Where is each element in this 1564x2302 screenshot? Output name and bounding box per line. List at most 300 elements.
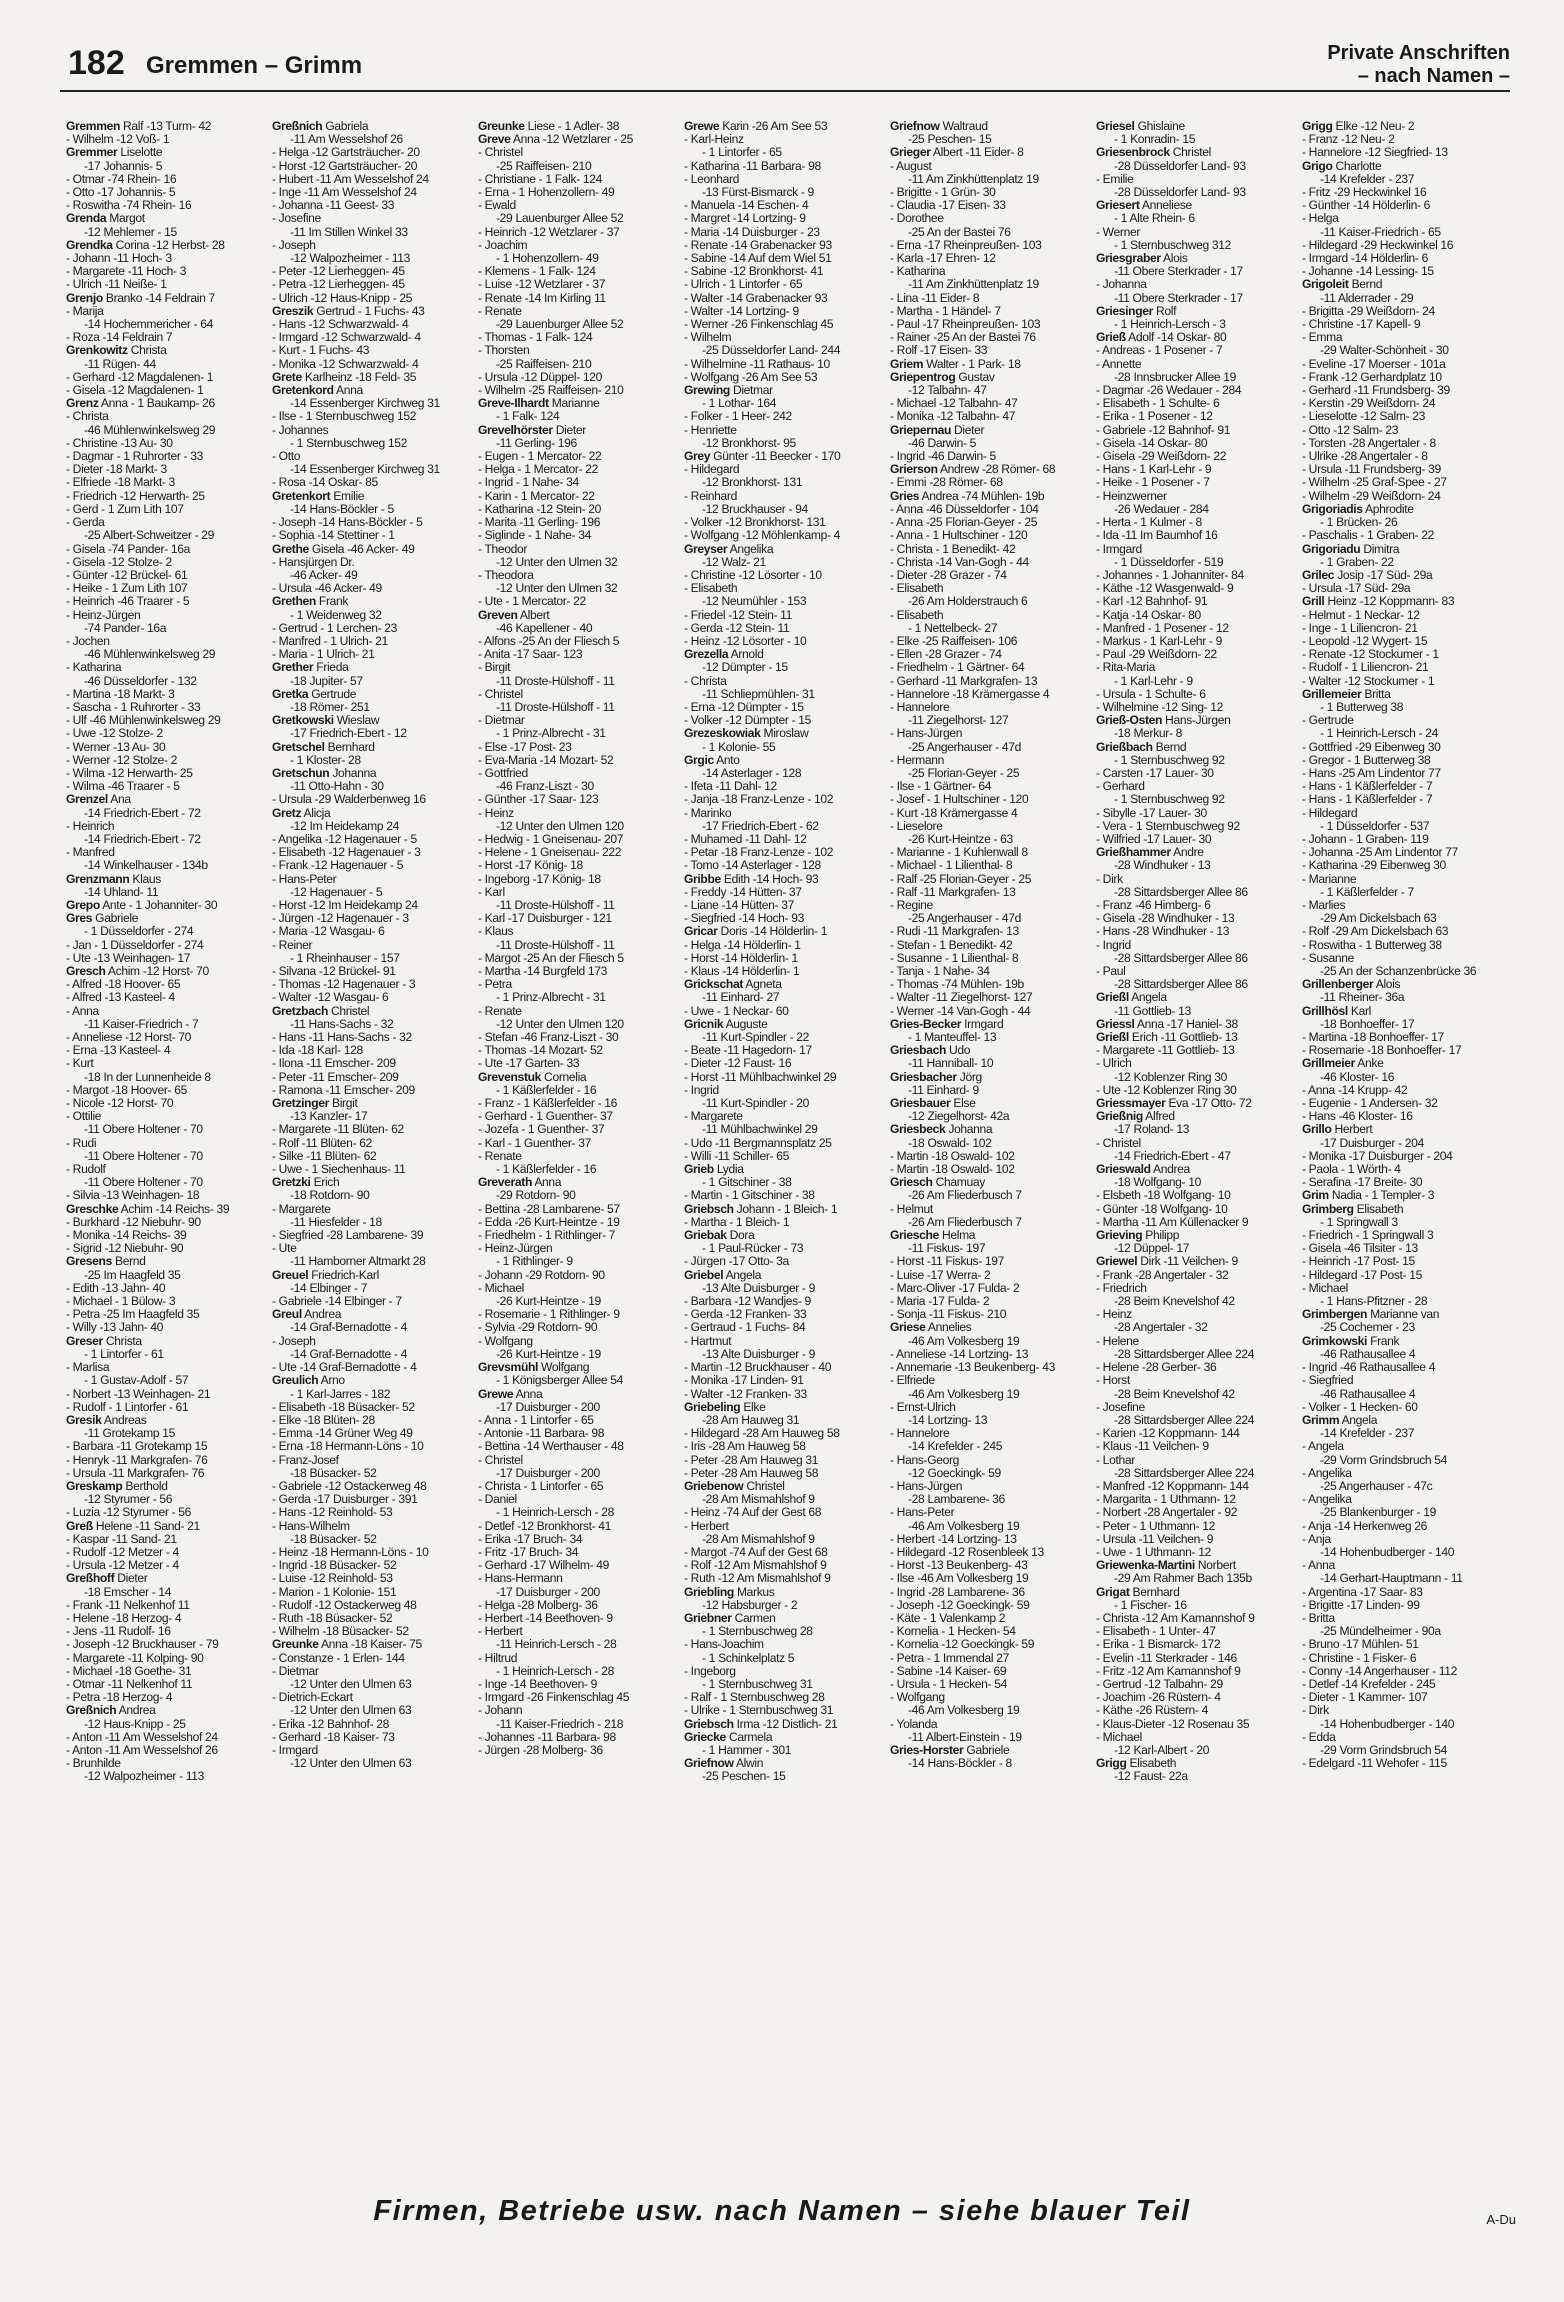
directory-entry: -14 Friedrich-Ebert - 47 (1114, 1149, 1231, 1163)
directory-entry: - Ralf -11 Markgrafen- 13 (890, 885, 1016, 899)
directory-entry: -12 Haus-Knipp - 25 (84, 1717, 186, 1731)
directory-entry: - Frank -12 Hagenauer - 5 (272, 859, 404, 873)
directory-entry: - Kerstin -29 Weißdorn- 24 (1302, 397, 1436, 411)
directory-entry: -28 Sittardsberger Allee 224 (1114, 1466, 1255, 1480)
directory-entry: -29 Lauenburger Allee 52 (496, 212, 624, 226)
directory-entry: -12 Mehlemer - 15 (84, 225, 177, 239)
directory-entry: - Conny -14 Angerhauser - 112 (1302, 1664, 1458, 1678)
directory-entry: - Josefine (272, 212, 321, 226)
directory-entry: - Joachim (478, 238, 528, 252)
directory-entry: - Reinhard (684, 489, 737, 503)
directory-entry: - Margarete -11 Blüten- 62 (272, 1123, 404, 1137)
directory-entry: - Marc-Oliver -17 Fulda- 2 (890, 1281, 1020, 1295)
directory-entry: - Hans-Peter (890, 1506, 955, 1520)
directory-entry: - Edelgard -11 Wehofer - 115 (1302, 1757, 1447, 1771)
directory-entry: -12 Bronkhorst- 131 (702, 476, 803, 490)
directory-entry: - Jürgen -12 Hagenauer - 3 (272, 912, 409, 926)
directory-entry: Griesert Anneliese (1096, 199, 1192, 213)
directory-entry: - Heinrich -17 Post- 15 (1302, 1255, 1415, 1269)
directory-entry: - Ute - 1 Mercator- 22 (478, 595, 586, 609)
directory-entry: Grether Frieda (272, 661, 349, 675)
directory-entry: Grieswald Andrea (1096, 1163, 1190, 1177)
directory-entry: - Christine -12 Lösorter - 10 (684, 568, 822, 582)
directory-entry: Gretkowski Wieslaw (272, 714, 380, 728)
directory-entry: - 1 Käßlerfelder - 16 (496, 1163, 597, 1177)
directory-entry: Griepentrog Gustav (890, 370, 995, 384)
directory-entry: - Martin -12 Bruckhauser - 40 (684, 1361, 832, 1375)
directory-entry: - Gertrud - 1 Lerchen- 23 (272, 621, 398, 635)
directory-entry: - Elisabeth - 1 Unter- 47 (1096, 1625, 1216, 1639)
directory-entry: - 1 Hammer - 301 (702, 1743, 792, 1757)
directory-entry: Griebel Angela (684, 1268, 762, 1282)
directory-entry: - Christa - 1 Benedikt- 42 (890, 542, 1016, 556)
directory-entry: - Rolf -17 Eisen- 33 (890, 344, 988, 358)
directory-entry: - Margot -74 Auf der Gest 68 (684, 1545, 828, 1559)
directory-entry: - Hartmut (684, 1334, 732, 1348)
directory-entry: - Rudolf - 1 Liliencron- 21 (1302, 661, 1429, 675)
directory-entry: - Hannelore -12 Siegfried- 13 (1302, 146, 1448, 160)
directory-entry: - Brigitta -29 Weißdorn- 24 (1302, 304, 1435, 318)
directory-entry: -29 Lauenburger Allee 52 (496, 318, 624, 332)
directory-entry: - Ingrid -46 Darwin- 5 (890, 450, 996, 464)
directory-entry: - Elisabeth -18 Büsacker- 52 (272, 1400, 415, 1414)
directory-entry: - Thorsten (478, 344, 530, 358)
directory-entry: - Britta (1302, 1611, 1335, 1625)
directory-entry: -11 Ziegelhorst- 127 (908, 714, 1009, 728)
directory-entry: - 1 Karl-Lehr - 9 (1114, 674, 1193, 688)
directory-entry: - Ulrich -12 Haus-Knipp - 25 (272, 291, 413, 305)
directory-entry: -25 Florian-Geyer - 25 (908, 766, 1020, 780)
directory-entry: Greunke Liese - 1 Adler- 38 (478, 120, 620, 133)
directory-entry: - Ida -11 Im Baumhof 16 (1096, 529, 1218, 543)
directory-entry: Grilec Josip -17 Süd- 29a (1302, 568, 1433, 582)
directory-entry: - Marion - 1 Kolonie- 151 (272, 1585, 397, 1599)
directory-entry: Griecke Carmela (684, 1730, 773, 1744)
directory-entry: -14 Hohenbudberger - 140 (1320, 1717, 1455, 1731)
directory-entry: - Horst -12 Im Heidekamp 24 (272, 898, 418, 912)
directory-entry: Griem Walter - 1 Park- 18 (890, 357, 1021, 371)
directory-entry: - Peter - 1 Uthmann- 12 (1096, 1519, 1215, 1533)
directory-entry: -26 Wedauer - 284 (1114, 502, 1209, 516)
directory-entry: - Monika -17 Duisburger - 204 (1302, 1149, 1453, 1163)
directory-entry: Griesbacher Jörg (890, 1070, 982, 1084)
directory-entry: -28 Angertaler - 32 (1114, 1321, 1208, 1335)
directory-entry: -17 Duisburger - 200 (496, 1400, 600, 1414)
directory-entry: -25 Raiffeisen- 210 (496, 159, 592, 173)
directory-entry: - 1 Heinrich-Lersch - 28 (496, 1664, 614, 1678)
directory-entry: - 1 Karl-Jarres - 182 (290, 1387, 391, 1401)
directory-entry: - Martin -18 Oswald- 102 (890, 1149, 1015, 1163)
directory-entry: - Gerhard -18 Kaiser- 73 (272, 1730, 395, 1744)
directory-entry: - Ralf -25 Florian-Geyer - 25 (890, 872, 1032, 886)
directory-entry: -14 Uhland- 11 (84, 885, 159, 899)
directory-entry: Griebak Dora (684, 1229, 755, 1243)
directory-entry: -14 Krefelder - 245 (908, 1440, 1003, 1454)
directory-entry: - Ramona -11 Emscher- 209 (272, 1083, 415, 1097)
directory-entry: - Martha -11 Am Küllenacker 9 (1096, 1215, 1249, 1229)
directory-entry: -12 Unter den Ulmen 32 (496, 582, 618, 596)
directory-entry: - Gisela -46 Tilsiter - 13 (1302, 1242, 1418, 1256)
directory-entry: - Gottfried (478, 766, 528, 780)
directory-entry: -11 Droste-Hülshoff - 11 (496, 938, 615, 952)
directory-entry: Greunke Anna -18 Kaiser- 75 (272, 1638, 422, 1652)
directory-entry: -11 Grotekamp 15 (84, 1427, 175, 1441)
directory-entry: - Karin - 1 Mercator- 22 (478, 489, 595, 503)
directory-entry: -29 Vorm Grindsbruch 54 (1320, 1453, 1448, 1467)
directory-entry: - Josef - 1 Hultschiner - 120 (890, 793, 1029, 807)
directory-entry: -12 Talbahn- 47 (908, 384, 987, 398)
directory-column-7 (1302, 120, 1508, 2165)
directory-entry: - Alfred -13 Kasteel- 4 (66, 991, 175, 1005)
directory-entry: - Lieselore (890, 819, 943, 833)
directory-entry: - Anja (1302, 1532, 1331, 1546)
directory-entry: - Ursula -29 Walderbenweg 16 (272, 793, 426, 807)
directory-entry: - Margarete -11 Kolping- 90 (66, 1651, 204, 1665)
directory-entry: - Anneliese -14 Lortzing- 13 (890, 1347, 1029, 1361)
directory-entry: -12 Karl-Albert - 20 (1114, 1743, 1210, 1757)
directory-entry: Gries-Horster Gabriele (890, 1743, 1010, 1757)
directory-entry: Griebsch Irma -12 Distlich- 21 (684, 1717, 838, 1731)
directory-entry: - Hiltrud (478, 1651, 518, 1665)
directory-entry: - Joseph -12 Goeckingk- 59 (890, 1598, 1030, 1612)
directory-entry: - Anna - 1 Hultschiner - 120 (890, 529, 1028, 543)
directory-entry: -28 Sittardsberger Allee 86 (1114, 951, 1248, 965)
directory-entry: -11 Fiskus- 197 (908, 1242, 986, 1256)
directory-entry: - Johannes (272, 423, 329, 437)
directory-entry: -46 Düsseldorfer - 132 (84, 674, 197, 688)
directory-entry: - Walter -14 Lortzing- 9 (684, 304, 799, 318)
directory-entry: - Silvia -13 Weinhagen- 18 (66, 1189, 200, 1203)
directory-entry: - Kurt - 1 Fuchs- 43 (272, 344, 370, 358)
directory-entry: Griessmayer Eva -17 Otto- 72 (1096, 1097, 1252, 1111)
directory-entry: - Johannes - 1 Johanniter- 84 (1096, 568, 1244, 582)
directory-entry: - Susanne (1302, 951, 1354, 965)
directory-entry: - Ifeta -11 Dahl- 12 (684, 780, 777, 794)
directory-entry: -11 Am Zinkhüttenplatz 19 (908, 278, 1039, 292)
directory-entry: -46 Franz-Liszt - 30 (496, 780, 594, 794)
directory-entry: - Christel (478, 146, 523, 160)
directory-entry: - Gisela -74 Pander- 16a (66, 542, 191, 556)
directory-entry: - Christa - 1 Lintorfer - 65 (478, 1479, 604, 1493)
directory-entry: - Bettina -28 Lambarene- 57 (478, 1202, 620, 1216)
directory-entry: - Sabine -14 Kaiser- 69 (890, 1664, 1007, 1678)
directory-entry: - Ursula -11 Markgrafen- 76 (66, 1466, 205, 1480)
directory-column-6 (1096, 120, 1302, 2165)
directory-entry: - Martha - 1 Händel- 7 (890, 304, 1001, 318)
directory-entry: - Udo -11 Bergmannsplatz 25 (684, 1136, 832, 1150)
directory-entry: - Karl-Heinz (684, 133, 744, 147)
directory-entry: - Käthe -12 Wasgenwald- 9 (1096, 582, 1234, 596)
directory-entry: -46 Am Volkesberg 19 (908, 1519, 1020, 1533)
directory-entry: - Ralf - 1 Sternbuschweg 28 (684, 1691, 825, 1705)
directory-entry: - Janja -18 Franz-Lenze - 102 (684, 793, 834, 807)
directory-entry: Grenkowitz Christa (66, 344, 167, 358)
directory-entry: - Margarete -11 Gottlieb- 13 (1096, 1044, 1235, 1058)
directory-entry: - Herbert (684, 1519, 729, 1533)
directory-entry: Grieb Lydia (684, 1163, 744, 1177)
directory-entry: - Gabriele -12 Bahnhof- 91 (1096, 423, 1231, 437)
directory-entry: - Ingrid -46 Rathausallee 4 (1302, 1361, 1436, 1375)
directory-entry: Grenzmann Klaus (66, 872, 161, 886)
directory-entry: - 1 Springwall 3 (1320, 1215, 1398, 1229)
directory-entry: - Ursula - 1 Hecken- 54 (890, 1677, 1007, 1691)
directory-entry: Greskamp Berthold (66, 1479, 168, 1493)
directory-entry: - Joseph (272, 1334, 316, 1348)
directory-entry: - Gerhard - 1 Guenther- 37 (478, 1110, 613, 1124)
directory-entry: -12 Dümpter - 15 (702, 661, 788, 675)
directory-entry: - 1 Prinz-Albrecht - 31 (496, 991, 606, 1005)
directory-entry: - Margarita - 1 Uthmann- 12 (1096, 1493, 1236, 1507)
directory-entry: -29 Vorm Grindsbruch 54 (1320, 1743, 1448, 1757)
directory-entry: - Elisabeth (684, 582, 738, 596)
directory-entry: -12 Im Heidekamp 24 (290, 819, 399, 833)
directory-entry: - Annette (1096, 357, 1142, 371)
directory-entry: - Kurt (66, 1057, 94, 1071)
directory-entry: - Brigitte -17 Linden- 99 (1302, 1598, 1420, 1612)
directory-entry: -13 Alte Duisburger - 9 (702, 1347, 815, 1361)
directory-entry: -14 Gerhart-Hauptmann - 11 (1320, 1572, 1463, 1586)
directory-entry: - Daniel (478, 1493, 517, 1507)
directory-entry: - Wilhelm -29 Weißdorn- 24 (1302, 489, 1441, 503)
directory-entry: - Martin -18 Oswald- 102 (890, 1163, 1015, 1177)
directory-entry: -25 Angerhauser - 47d (908, 740, 1021, 754)
directory-entry: - Ida -18 Karl- 128 (272, 1044, 363, 1058)
directory-entry: - Christa -12 Am Kamannshof 9 (1096, 1611, 1255, 1625)
directory-entry: - Folker - 1 Heer- 242 (684, 410, 792, 424)
directory-entry: - Anna (66, 1004, 99, 1018)
directory-entry: -17 Duisburger - 204 (1320, 1136, 1424, 1150)
directory-entry: - Wilhelmine -11 Rathaus- 10 (684, 357, 830, 371)
directory-entry: -28 Beim Knevelshof 42 (1114, 1295, 1235, 1309)
directory-entry: - Rosa -14 Oskar- 85 (272, 476, 378, 490)
directory-entry: Grimberg Elisabeth (1302, 1202, 1404, 1216)
directory-entry: - Friedhelm - 1 Gärtner- 64 (890, 661, 1025, 675)
directory-entry: - 1 Käßlerfelder - 16 (496, 1083, 597, 1097)
directory-entry: -28 Lambarene- 36 (908, 1493, 1005, 1507)
directory-entry: - Friedrich -12 Herwarth- 25 (66, 489, 205, 503)
directory-entry: -28 Am Hauweg 31 (702, 1413, 800, 1427)
directory-entry: - 1 Paul-Rücker - 73 (702, 1242, 804, 1256)
directory-entry: - Willy -13 Jahn- 40 (66, 1321, 164, 1335)
directory-entry: - Otto -12 Salm- 23 (1302, 423, 1399, 437)
directory-entry: -18 In der Lunnenheide 8 (84, 1070, 211, 1084)
directory-entry: - Dietmar (272, 1664, 319, 1678)
directory-entry: - Monika -17 Linden- 91 (684, 1374, 804, 1388)
directory-entry: - Paul (1096, 965, 1126, 978)
directory-entry: - Ulrike - 1 Sternbuschweg 31 (684, 1704, 834, 1718)
directory-entry: - Ursula -12 Metzer - 4 (66, 1559, 179, 1573)
directory-entry: - Walter -12 Stockumer - 1 (1302, 674, 1435, 688)
directory-entry: Griesenbrock Christel (1096, 146, 1211, 160)
directory-entry: - Ilse - 1 Sternbuschweg 152 (272, 410, 417, 424)
directory-entry: - Heike - 1 Posener - 7 (1096, 476, 1210, 490)
directory-entry: - Uwe - 1 Siechenhaus- 11 (272, 1163, 406, 1177)
directory-entry: -28 Düsseldorfer Land- 93 (1114, 159, 1246, 173)
directory-entry: - Herta - 1 Kulmer - 8 (1096, 516, 1202, 530)
directory-entry: - Ingrid -28 Lambarene- 36 (890, 1585, 1025, 1599)
directory-entry: - Rolf -11 Blüten- 62 (272, 1136, 372, 1150)
directory-entry: -11 Hanniball- 10 (908, 1057, 994, 1071)
directory-entry: - Anna -14 Krupp- 42 (1302, 1083, 1408, 1097)
directory-entry: - Manfred - 1 Ulrich- 21 (272, 634, 388, 648)
directory-entry: - Gerhard -17 Wilhelm- 49 (478, 1559, 610, 1573)
directory-entry: - Christel (478, 687, 523, 701)
directory-entry: Grethen Frank (272, 595, 349, 609)
directory-entry: -11 Einhard- 9 (908, 1083, 979, 1097)
directory-entry: - Klaus-Dieter -12 Rosenau 35 (1096, 1717, 1250, 1731)
directory-entry: - Inge -11 Am Wesselshof 24 (272, 186, 417, 200)
directory-entry: -18 Römer- 251 (290, 700, 370, 714)
directory-entry: -25 Peschen- 15 (908, 133, 992, 147)
section-title-line2: – nach Namen – (1357, 65, 1510, 87)
directory-entry: - Marita -11 Gerling- 196 (478, 516, 601, 530)
directory-entry: - 1 Düsseldorfer - 537 (1320, 819, 1430, 833)
directory-entry: - 1 Düsseldorfer - 519 (1114, 555, 1224, 569)
directory-entry: - Ilona -11 Emscher- 209 (272, 1057, 396, 1071)
directory-entry: - Dieter -12 Faust- 16 (684, 1057, 792, 1071)
directory-entry: - Karl -17 Duisburger - 121 (478, 912, 612, 926)
directory-entry: Grenjo Branko -14 Feldrain 7 (66, 291, 215, 305)
directory-entry: -13 Kanzler- 17 (290, 1110, 368, 1124)
directory-entry: -46 Rathausallee 4 (1320, 1347, 1416, 1361)
directory-entry: Grießnig Alfred (1096, 1110, 1175, 1124)
directory-entry: - Nicole -12 Horst- 70 (66, 1097, 174, 1111)
directory-entry: - Claudia -17 Eisen- 33 (890, 199, 1006, 213)
directory-entry: -29 Rotdorn- 90 (496, 1189, 576, 1203)
directory-entry: -12 Unter den Ulmen 120 (496, 1017, 624, 1031)
directory-entry: - Angela (1302, 1440, 1344, 1454)
directory-entry: - Margarete -11 Hoch- 3 (66, 265, 187, 279)
directory-entry: Griesbauer Else (890, 1097, 976, 1111)
directory-entry: - Jens -11 Rudolf- 16 (66, 1625, 171, 1639)
directory-entry: - Ewald (478, 199, 516, 213)
directory-entry: -46 Am Volkesberg 19 (908, 1704, 1020, 1718)
directory-entry: - Katharina -29 Eibenweg 30 (1302, 859, 1446, 873)
directory-entry: - 1 Manteuffel- 13 (908, 1031, 997, 1045)
directory-entry: - Luzia -12 Styrumer - 56 (66, 1506, 192, 1520)
directory-entry: - Angelika -12 Hagenauer - 5 (272, 832, 417, 846)
directory-entry: Gremmer Liselotte (66, 146, 163, 160)
directory-entry: - Constanze - 1 Erlen- 144 (272, 1651, 405, 1665)
directory-entry: - 1 Gustav-Adolf - 57 (84, 1374, 189, 1388)
directory-entry: - Gisela -12 Magdalenen- 1 (66, 384, 204, 398)
directory-entry: - Erika - 1 Posener - 12 (1096, 410, 1213, 424)
directory-entry: - Petra -18 Herzog- 4 (66, 1691, 173, 1705)
directory-entry: - Irmgard -12 Schwarzwald- 4 (272, 331, 421, 345)
directory-entry: - 1 Heinrich-Lersch - 24 (1320, 727, 1438, 741)
directory-entry: Greyser Angelika (684, 542, 774, 556)
directory-entry: - Silke -11 Blüten- 62 (272, 1149, 377, 1163)
directory-entry: Grillhösl Karl (1302, 1004, 1372, 1018)
directory-entry: - Alfons -25 An der Fliesch 5 (478, 634, 620, 648)
directory-entry: -11 Rheiner- 36a (1320, 991, 1405, 1005)
directory-entry: - Henryk -11 Markgrafen- 76 (66, 1453, 208, 1467)
directory-entry: - Franz -46 Himberg- 6 (1096, 898, 1211, 912)
directory-entry: Grillo Herbert (1302, 1123, 1373, 1137)
directory-entry: - Gerda -12 Stein- 11 (684, 621, 790, 635)
directory-entry: - Hans -12 Reinhold- 53 (272, 1506, 393, 1520)
directory-entry: Grießbach Bernd (1096, 740, 1187, 754)
directory-entry: - Heinz -74 Auf der Gest 68 (684, 1506, 822, 1520)
directory-entry: - Peter -28 Am Hauweg 31 (684, 1453, 819, 1467)
directory-entry: - Martina -18 Markt- 3 (66, 687, 175, 701)
directory-entry: Grillemeier Britta (1302, 687, 1391, 701)
directory-entry: - Dietmar (478, 714, 525, 728)
directory-entry: Greszik Gertrud - 1 Fuchs- 43 (272, 304, 425, 318)
directory-entry: -29 Am Dickelsbach 63 (1320, 912, 1437, 926)
directory-entry: - Burkhard -12 Niebuhr- 90 (66, 1215, 201, 1229)
directory-entry: - Volker -12 Dümpter - 15 (684, 714, 812, 728)
directory-entry: - Hans -25 Am Lindentor 77 (1302, 766, 1441, 780)
directory-entry: - Marija (66, 304, 104, 318)
directory-entry: - Erika -12 Bahnhof- 28 (272, 1717, 389, 1731)
directory-entry: - Luise -17 Werra- 2 (890, 1268, 991, 1282)
directory-entry: - 1 Königsberger Allee 54 (496, 1374, 624, 1388)
directory-entry: -17 Duisburger - 200 (496, 1466, 600, 1480)
directory-entry: Griepernau Dieter (890, 423, 985, 437)
directory-entry: Grenz Anna - 1 Baukamp- 26 (66, 397, 215, 411)
directory-entry: Gretka Gertrude (272, 687, 357, 701)
directory-entry: - Dorothee (890, 212, 944, 226)
directory-entry: - 1 Hohenzollern- 49 (496, 252, 599, 266)
directory-entry: - Helga -14 Hölderlin- 1 (684, 938, 801, 952)
directory-entry: - Thomas -14 Mozart- 52 (478, 1044, 603, 1058)
directory-entry: Griefnow Alwin (684, 1757, 764, 1771)
directory-entry: - Elfriede (890, 1374, 935, 1388)
directory-entry: - Ulrike -28 Angertaler - 8 (1302, 450, 1428, 464)
directory-entry: - Thomas - 1 Falk- 124 (478, 331, 593, 345)
directory-entry: - Michael -12 Talbahn- 47 (890, 397, 1018, 411)
directory-entry: - Regine (890, 898, 933, 912)
directory-entry: - Elke -18 Blüten- 28 (272, 1413, 375, 1427)
directory-entry: - Herbert -14 Lortzing- 13 (890, 1532, 1017, 1546)
directory-entry: -14 Krefelder - 237 (1320, 1427, 1415, 1441)
directory-entry: - Norbert -28 Angertaler - 92 (1096, 1506, 1238, 1520)
directory-entry: - Hannelore (890, 700, 950, 714)
directory-entry: - 1 Fischer- 16 (1114, 1598, 1187, 1612)
directory-entry: - Ottilie (66, 1110, 102, 1124)
directory-entry: Greß Helene -11 Sand- 21 (66, 1519, 200, 1533)
directory-entry: - Vera - 1 Sternbuschweg 92 (1096, 819, 1240, 833)
directory-entry: - 1 Lintorfer - 65 (702, 146, 782, 160)
directory-entry: - Angelika (1302, 1493, 1352, 1507)
directory-entry: - Otto -17 Johannis- 5 (66, 186, 176, 200)
directory-entry: - Gertrude (1302, 714, 1354, 728)
directory-entry: - Siegfried -28 Lambarene- 39 (272, 1229, 424, 1243)
directory-entry: - Erika -17 Bruch- 34 (478, 1532, 583, 1546)
directory-entry: - Hans - 1 Karl-Lehr - 9 (1096, 463, 1212, 477)
directory-entry: - Gerhard -12 Magdalenen- 1 (66, 370, 214, 384)
page-number: 182 (68, 44, 125, 82)
directory-entry: - Silvana -12 Brückel- 91 (272, 965, 396, 978)
directory-entry: - Dieter -18 Markt- 3 (66, 463, 167, 477)
directory-entry: -28 Sittardsberger Allee 224 (1114, 1413, 1255, 1427)
directory-entry: - Irmgard (272, 1743, 318, 1757)
directory-entry: - Peter -12 Lierheggen- 45 (272, 265, 405, 279)
directory-entry: - Ursula -46 Acker- 49 (272, 582, 382, 596)
directory-entry: - Jürgen -17 Otto- 3a (684, 1255, 789, 1269)
directory-entry: Grgic Anto (684, 753, 740, 767)
directory-entry: Greven Albert (478, 608, 550, 622)
directory-entry: -18 Rotdorn- 90 (290, 1189, 370, 1203)
directory-entry: - Christine - 1 Fisker- 6 (1302, 1651, 1417, 1665)
directory-entry: -12 Ziegelhorst- 42a (908, 1110, 1010, 1124)
directory-entry: - Gerda -12 Franken- 33 (684, 1308, 807, 1322)
directory-entry: - Renate -14 Im Kirling 11 (478, 291, 606, 305)
directory-entry: Gretzbach Christel (272, 1004, 370, 1018)
directory-entry: Grieving Philipp (1096, 1229, 1180, 1243)
directory-entry: -18 Wolfgang- 10 (1114, 1176, 1201, 1190)
